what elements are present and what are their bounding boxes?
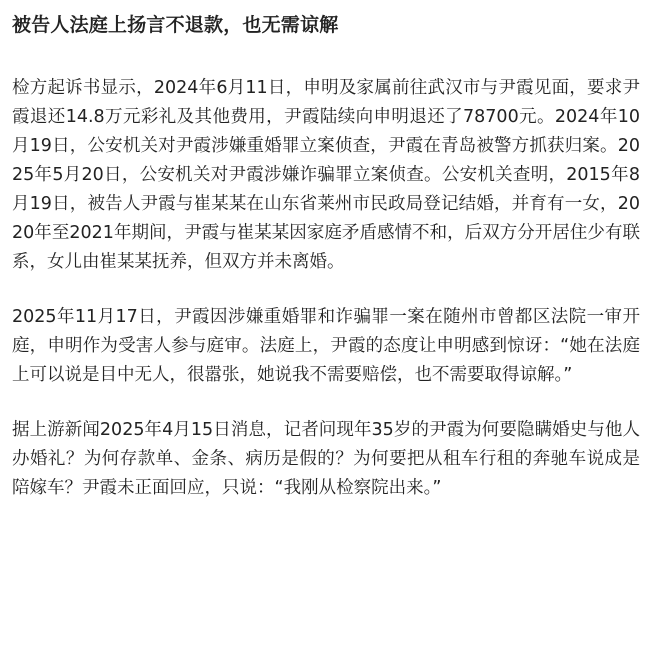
article-paragraph-1: 检方起诉书显示，2024年6月11日，申明及家属前往武汉市与尹霞见面，要求尹霞退还14.8万元彩礼及其他费用，尹霞陆续向申明退还了78700元。2024年10月19日，公安机关对尹霞涉嫌重婚罪立案侦查，尹霞在青岛被警方抓获归案。2025年5月20日，公安机关对尹霞涉嫌诈骗罪立案侦查。公安机关查明，2015年8月19日，被告人尹霞与崔某某在山东省莱州市民政局登记结婚，并育有一女，2020年至2021年期间，尹霞与崔某某因家庭矛盾感情不和，后双方分开居住少有联系，女儿由崔某某抚养，但双方并未离婚。 bbox=[12, 78, 640, 272]
article-title: 被告人法庭上扬言不退款，也无需谅解 bbox=[12, 14, 339, 36]
article-paragraph-3: 据上游新闻2025年4月15日消息，记者问现年35岁的尹霞为何要隐瞒婚史与他人办婚礼？为何存款单、金条、病历是假的？为何要把从租车行租的奔驰车说成是陪嫁车？尹霞未正面回应，只说：“我刚从检察院出来。” bbox=[12, 420, 640, 498]
article-paragraph-2: 2025年11月17日，尹霞因涉嫌重婚罪和诈骗罪一案在随州市曾都区法院一审开庭，申明作为受害人参与庭审。法庭上，尹霞的态度让申明感到惊讶：“她在法庭上可以说是目中无人，很嚣张，她说我不需要赔偿，也不需要取得谅解。” bbox=[12, 307, 640, 385]
